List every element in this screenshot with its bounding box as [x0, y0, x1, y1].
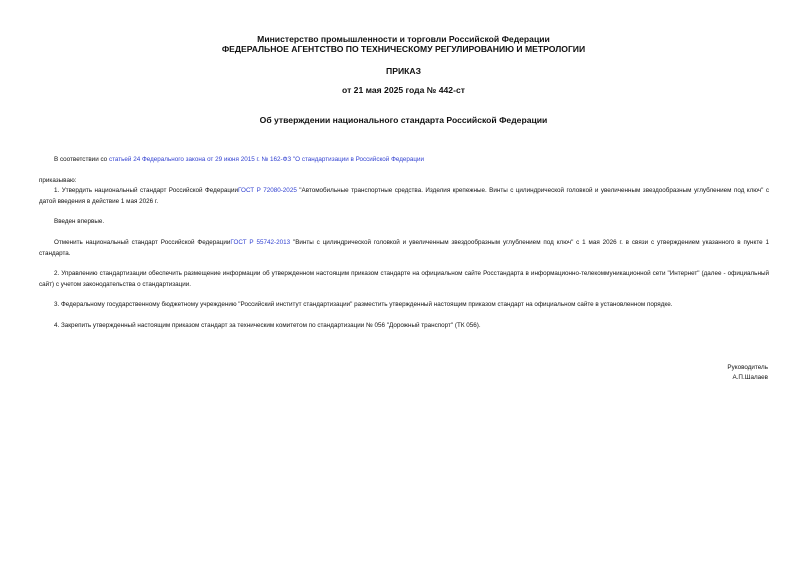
item-2-paragraph: 2. Управлению стандартизации обеспечить размещение информации об утвержденном настоящим приказом стандарте на официальном сайте Росстандарта в информационно-телекоммуникационной сети "Интернет" (далее - официальный сайт) с учетом законодательства о стандартизации.	[39, 270, 769, 288]
item-4-paragraph: 4. Закрепить утвержденный настоящим приказом стандарт за техническим комитетом по стандартизации № 056 "Дорожный транспорт" (ТК 056).	[54, 322, 481, 329]
introduced-first-text: Введен впервые.	[54, 218, 105, 225]
order-word: приказываю:	[39, 177, 77, 184]
document-type: ПРИКАЗ	[386, 66, 421, 76]
agency-name: ФЕДЕРАЛЬНОЕ АГЕНТСТВО ПО ТЕХНИЧЕСКОМУ РЕГУЛИРОВАНИЮ И МЕТРОЛОГИИ	[221, 44, 586, 54]
item-3-paragraph: 3. Федеральному государственному бюджетному учреждению "Российский институт стандартизации" разместить утвержденный настоящим приказом стандарт на официальном сайте в установленном порядке.	[54, 301, 673, 308]
intro-prefix: В соответствии со	[54, 156, 109, 163]
intro-paragraph	[39, 155, 769, 166]
signature-name: А.П.Шалаев	[732, 374, 768, 382]
item-1-paragraph	[39, 186, 769, 207]
item-1-prefix: 1. Утвердить национальный стандарт Российской Федерации	[54, 187, 238, 194]
cancel-suffix: "Винты с цилиндрической головкой и увеличенным звездообразным углублением под ключ" с 1 мая 2026 г. в связи с утверждением указанного в пункте 1 стандарта.	[39, 239, 770, 257]
ministry-name: Министерство промышленности и торговли Российской Федерации	[257, 34, 550, 44]
gost-72080-link[interactable]: ГОСТ Р 72080-2025	[237, 187, 297, 194]
cancel-paragraph	[39, 238, 769, 259]
cancel-prefix: Отменить национальный стандарт Российской Федерации	[54, 239, 231, 246]
signature-block	[727, 363, 768, 384]
item-1-suffix: "Автомобильные транспортные средства. Изделия крепежные. Винты с цилиндрической головкой и увеличенным звездообразным углублением под ключ" с датой введения в действие 1 мая 2026 г.	[39, 187, 769, 205]
document-date-number: от 21 мая 2025 года № 442-ст	[342, 85, 465, 95]
federal-law-link[interactable]: статьей 24 Федерального закона от 29 июня 2015 г. № 162-ФЗ "О стандартизации в Российской Федерации	[108, 156, 425, 163]
gost-55742-link[interactable]: ГОСТ Р 55742-2013	[230, 239, 291, 246]
document-title: Об утверждении национального стандарта Российской Федерации	[259, 115, 548, 125]
signature-position: Руководитель	[727, 364, 768, 371]
